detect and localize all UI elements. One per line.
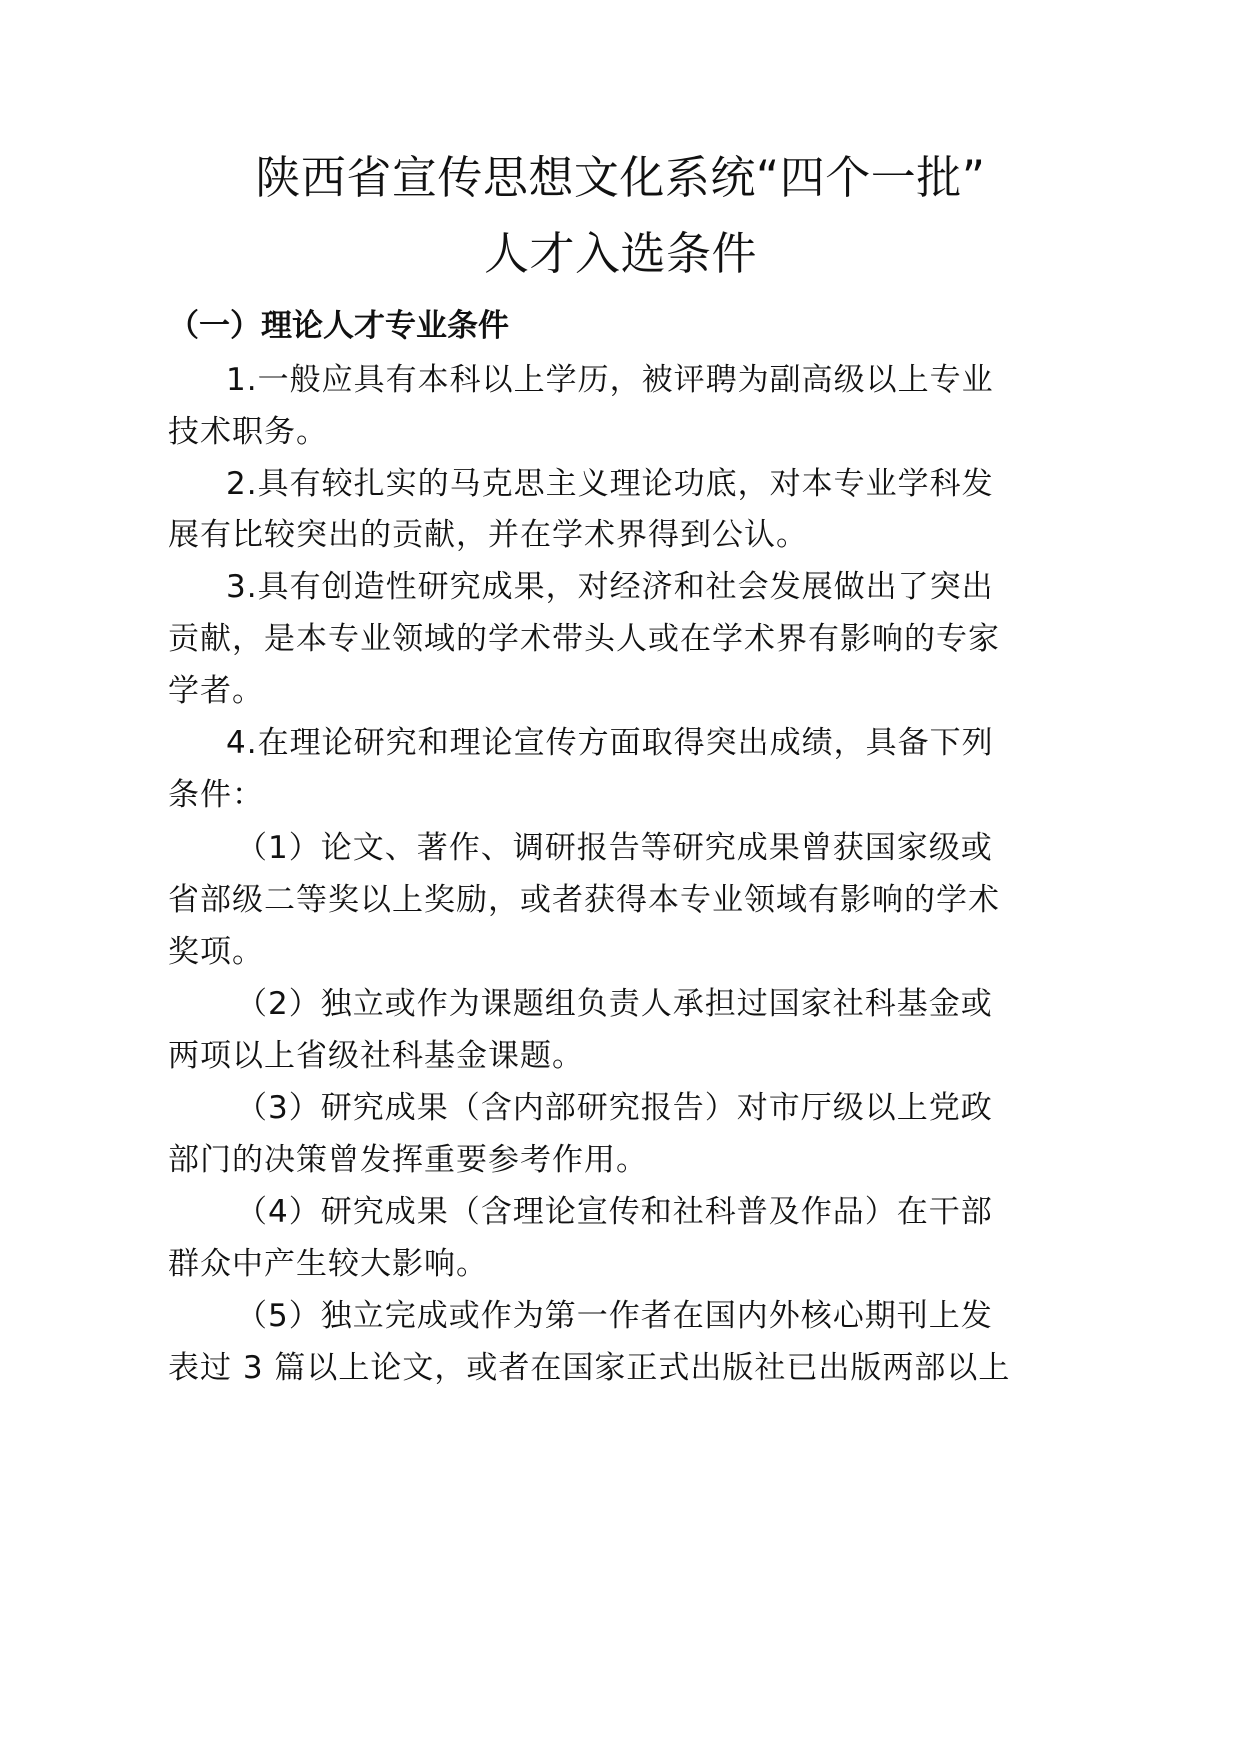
paragraph-2-line-2: 展有比较突出的贡献，并在学术界得到公认。 <box>168 517 808 553</box>
paragraph-3-line-1: 3.具有创造性研究成果，对经济和社会发展做出了突出 <box>226 569 994 605</box>
paragraph-4-line-2: 条件： <box>168 777 264 813</box>
sub-item-5-line-1: （5）独立完成或作为第一作者在国内外核心期刊上发 <box>236 1298 993 1334</box>
sub-item-4-line-2: 群众中产生较大影响。 <box>168 1246 488 1282</box>
document-title-line-1: 陕西省宣传思想文化系统“四个一批” <box>255 151 986 204</box>
paragraph-4-line-1: 4.在理论研究和理论宣传方面取得突出成绩，具备下列 <box>226 725 994 761</box>
paragraph-1-line-1: 1.一般应具有本科以上学历，被评聘为副高级以上专业 <box>226 362 994 398</box>
sub-item-2-line-2: 两项以上省级社科基金课题。 <box>168 1038 584 1074</box>
section-heading: （一）理论人才专业条件 <box>168 308 509 344</box>
paragraph-2-line-1: 2.具有较扎实的马克思主义理论功底，对本专业学科发 <box>226 466 994 502</box>
sub-item-1-line-3: 奖项。 <box>168 934 264 970</box>
sub-item-3-line-2: 部门的决策曾发挥重要参考作用。 <box>168 1142 648 1178</box>
paragraph-1-line-2: 技术职务。 <box>168 414 328 450</box>
sub-item-1-line-2: 省部级二等奖以上奖励，或者获得本专业领域有影响的学术 <box>168 882 1000 918</box>
sub-item-4-line-1: （4）研究成果（含理论宣传和社科普及作品）在干部 <box>236 1194 993 1230</box>
sub-item-2-line-1: （2）独立或作为课题组负责人承担过国家社科基金或 <box>236 986 993 1022</box>
paragraph-3-line-2: 贡献，是本专业领域的学术带头人或在学术界有影响的专家 <box>168 621 1000 657</box>
sub-item-3-line-1: （3）研究成果（含内部研究报告）对市厅级以上党政 <box>236 1090 993 1126</box>
sub-item-1-line-1: （1）论文、著作、调研报告等研究成果曾获国家级或 <box>236 830 993 866</box>
sub-item-5-line-2: 表过 3 篇以上论文，或者在国家正式出版社已出版两部以上 <box>168 1350 1011 1386</box>
paragraph-3-line-3: 学者。 <box>168 673 264 709</box>
document-title-line-2: 人才入选条件 <box>483 227 757 280</box>
